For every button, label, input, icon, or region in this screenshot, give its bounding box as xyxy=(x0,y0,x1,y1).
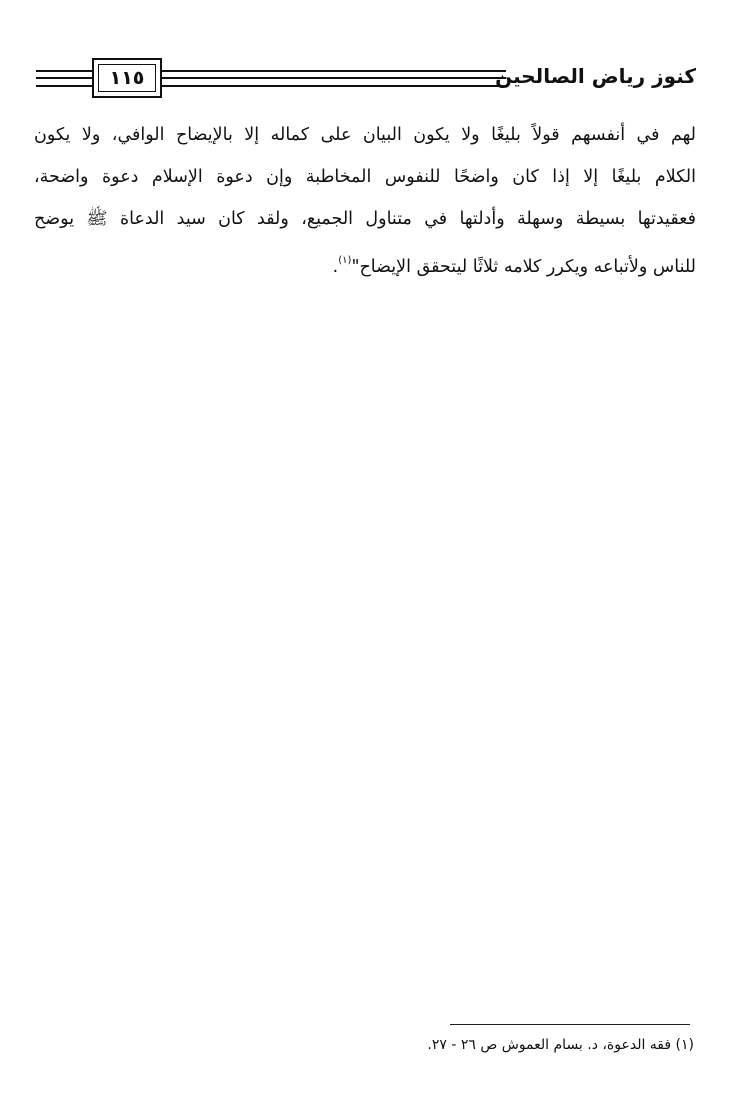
header-rule-left xyxy=(36,70,92,87)
text-line-3: فعقيدتها بسيطة وسهلة وأدلتها في متناول الجميع، ولقد كان سيد الدعاة ﷺ يوضح xyxy=(34,209,696,229)
text-line-4 xyxy=(34,240,696,282)
text-line-2: الكلام بليغًا إلا إذا كان واضحًا للنفوس المخاطبة وإن دعوة الإسلام دعوة واضحة، xyxy=(34,167,696,187)
footnote-reference: (١) xyxy=(338,255,352,266)
text-line-4-end: . xyxy=(332,257,339,277)
running-header xyxy=(36,58,696,102)
book-title: كنوز رياض الصالحين xyxy=(495,64,696,88)
footnote: (١) فقه الدعوة، د. بسام العموش ص ٢٦ - ٢٧. xyxy=(427,1037,694,1053)
page-number-text: ١١٥ xyxy=(109,67,145,89)
header-rule-middle xyxy=(162,70,506,87)
footnote-separator xyxy=(450,1024,690,1025)
page-number xyxy=(92,58,162,98)
text-line-4-content: للناس ولأتباعه ويكرر كلامه ثلاثًا ليتحقق الإيضاح" xyxy=(351,257,696,277)
body-paragraph xyxy=(34,114,696,282)
text-line-1: لهم في أنفسهم قولاً بليغًا ولا يكون البيان على كماله إلا بالإيضاح الوافي، ولا يكون xyxy=(34,125,696,145)
